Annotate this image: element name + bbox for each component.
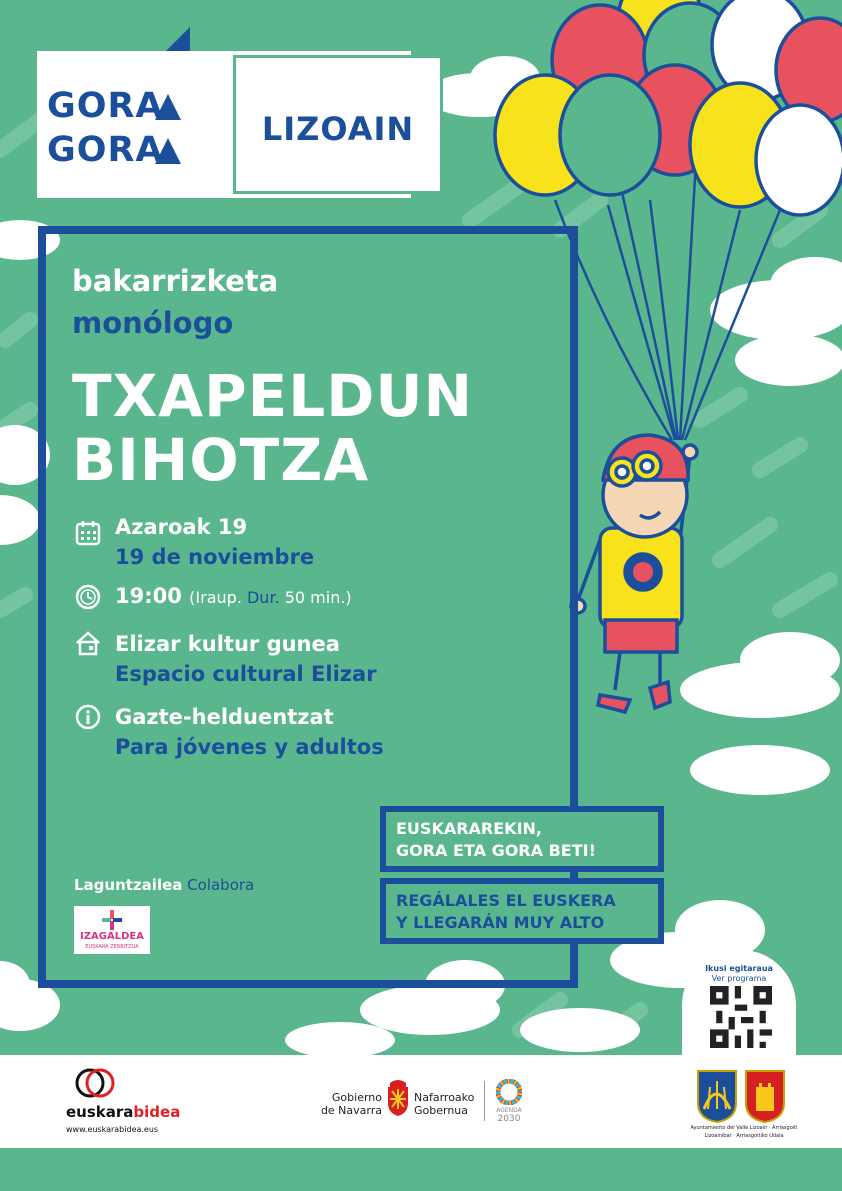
calendar-icon xyxy=(75,520,101,546)
ayuntamiento-line1: Ayuntamiento del Valle Lizoain · Arriasgoiti xyxy=(690,1125,798,1131)
gobierno-line2: de Navarra xyxy=(320,1104,382,1117)
euskarabidea-name[interactable] xyxy=(66,1103,180,1121)
footer xyxy=(0,1055,842,1148)
audience-es: Para jóvenes y adultos xyxy=(115,735,384,759)
date-eu: Azaroak 19 xyxy=(115,515,248,539)
slogan-eu xyxy=(380,806,664,872)
audience-eu: Gazte-helduentzat xyxy=(115,705,334,729)
collaborator-label-es: Colabora xyxy=(187,876,255,894)
izagaldea-logo xyxy=(74,906,150,954)
qr-code[interactable] xyxy=(710,986,772,1048)
balloons xyxy=(495,0,842,215)
event-type-eu: bakarrizketa xyxy=(72,264,279,298)
slogan-eu-line2: GORA ETA GORA BETI! xyxy=(396,841,596,860)
logo-town-box xyxy=(233,55,443,194)
gobierno-line1: Gobierno xyxy=(331,1091,382,1104)
time-line xyxy=(115,584,352,608)
arriasgoiti-coat-of-arms-icon xyxy=(744,1069,786,1123)
triangle-icon xyxy=(155,94,181,120)
place-eu: Elizar kultur gunea xyxy=(115,632,340,656)
time: 19:00 xyxy=(115,584,182,608)
logo-town: LIZOAIN xyxy=(261,110,415,148)
euskarabidea-url[interactable]: www.euskarabidea.eus xyxy=(66,1125,159,1134)
euskarabidea-logo-icon xyxy=(72,1067,118,1099)
gora-gora-lizoain-logo xyxy=(37,51,415,198)
event-type-es: monólogo xyxy=(72,306,234,340)
duration-post: 50 min.) xyxy=(279,588,352,607)
nafarroako-line2: Gobernua xyxy=(414,1104,469,1117)
slogan-es-line1: REGÁLALES EL EUSKERA xyxy=(396,891,616,910)
duration-pre: (Iraup. xyxy=(189,588,247,607)
nafarroako-gobernua-text xyxy=(414,1091,474,1117)
izagaldea-symbol-icon xyxy=(102,910,122,930)
agenda-year: 2030 xyxy=(497,1114,521,1124)
logo-line-1: GORA xyxy=(47,86,164,126)
duration-dur: Dur. xyxy=(246,588,280,607)
agenda-2030-wheel-icon xyxy=(496,1079,522,1105)
triangle-icon xyxy=(155,138,181,164)
footer-divider xyxy=(484,1081,485,1121)
collaborator-label-eu: Laguntzailea xyxy=(74,876,183,894)
collaborator-label xyxy=(74,876,254,894)
clock-icon xyxy=(75,584,101,610)
slogan-es-line2: Y LLEGARÁN MUY ALTO xyxy=(396,913,605,932)
lizoain-coat-of-arms-icon xyxy=(696,1069,738,1123)
agenda-label: AGENDA xyxy=(496,1107,522,1114)
event-title-line1: TXAPELDUN xyxy=(72,362,474,430)
qr-label-es: Ver programa xyxy=(711,974,767,983)
qr-card xyxy=(682,950,796,1060)
logo-notch xyxy=(166,27,190,51)
gobierno-navarra-text xyxy=(318,1091,382,1117)
izagaldea-name: IZAGALDEA xyxy=(80,931,144,942)
ayuntamiento-line2: Lizoainibar · Arriasgoitiko Udala xyxy=(704,1133,784,1139)
logo-line-2: GORA xyxy=(47,130,164,170)
navarra-shield-icon xyxy=(386,1077,410,1117)
house-icon xyxy=(75,630,101,656)
place-es: Espacio cultural Elizar xyxy=(115,662,377,686)
slogan-eu-line1: EUSKARAREKIN, xyxy=(396,819,542,838)
euskarabidea-name-b: bidea xyxy=(133,1103,181,1121)
child-illustration xyxy=(571,435,697,712)
date-es: 19 de noviembre xyxy=(115,545,315,569)
nafarroako-line1: Nafarroako xyxy=(414,1091,475,1104)
izagaldea-subname: EUSKARA ZERBITZUA xyxy=(85,944,139,950)
qr-label-eu: Ikusi egitaraua xyxy=(705,964,773,973)
event-title-line2: BIHOTZA xyxy=(72,426,370,494)
info-icon xyxy=(75,704,101,730)
euskarabidea-name-a: euskara xyxy=(66,1103,134,1121)
slogan-es xyxy=(380,878,664,944)
